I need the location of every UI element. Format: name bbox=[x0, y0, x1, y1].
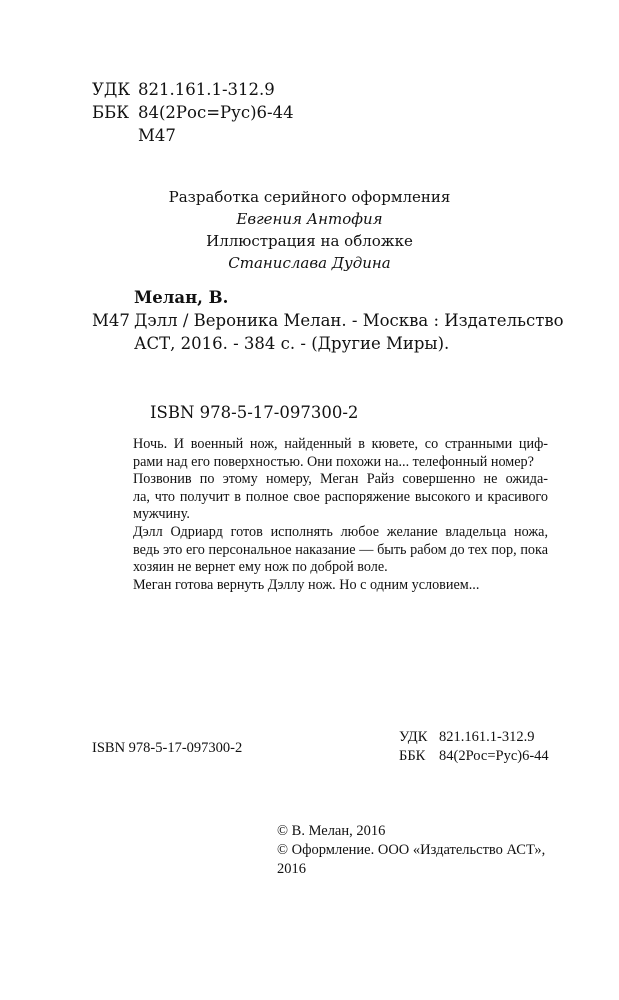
footer-udk-value: 821.161.1-312.9 bbox=[439, 729, 535, 745]
entry-line-1: Дэлл / Вероника Мелан. - Москва : Издательство bbox=[134, 311, 564, 330]
copyright-author: © В. Мелан, 2016 bbox=[277, 823, 386, 839]
udk-label: УДК bbox=[92, 80, 131, 99]
classification-block bbox=[92, 78, 294, 147]
annotation-line: мужчину. bbox=[133, 506, 190, 523]
annotation-line: Дэлл Одриард готов исполнять любое желание владельца ножа, bbox=[133, 523, 548, 540]
credits-block bbox=[0, 186, 619, 274]
footer-bbk-value: 84(2Рос=Рус)6-44 bbox=[439, 748, 549, 764]
entry-row-1 bbox=[92, 309, 564, 332]
udk-row bbox=[92, 78, 294, 101]
entry-indent bbox=[92, 332, 134, 355]
footer-udk-row bbox=[399, 728, 549, 747]
isbn-main: ISBN 978-5-17-097300-2 bbox=[150, 403, 359, 422]
footer-isbn: ISBN 978-5-17-097300-2 bbox=[92, 740, 243, 756]
copyright-block bbox=[277, 822, 545, 879]
author-code: М47 bbox=[138, 126, 176, 145]
footer-bbk-row bbox=[399, 747, 549, 766]
udk-value: 821.161.1-312.9 bbox=[138, 80, 275, 99]
copyright-year: 2016 bbox=[277, 861, 306, 877]
annotation-line: ла, что получит в полное свое распоряжение высокого и красивого bbox=[133, 488, 548, 505]
entry-author: Мелан, В. bbox=[134, 288, 229, 307]
annotation-line: хозяин не вернет ему нож по доброй воле. bbox=[133, 559, 388, 576]
annotation-line: ведь это его персональное наказание — быть рабом до тех пор, пока bbox=[133, 541, 548, 558]
copyright-design: © Оформление. ООО «Издательство АСТ», bbox=[277, 842, 546, 858]
annotation bbox=[133, 436, 548, 594]
footer-classification bbox=[399, 728, 549, 766]
annotation-line: Ночь. И военный нож, найденный в кювете, со странными циф- bbox=[133, 436, 548, 452]
bbk-row bbox=[92, 101, 294, 124]
entry-code: М47 bbox=[92, 311, 130, 330]
bibliographic-entry bbox=[92, 286, 564, 355]
entry-row-2 bbox=[92, 332, 564, 355]
illustration-name: Станислава Дудина bbox=[228, 254, 391, 272]
illustration-label: Иллюстрация на обложке bbox=[206, 232, 413, 250]
bbk-label: ББК bbox=[92, 103, 130, 122]
footer-bbk-label: ББК bbox=[399, 748, 426, 764]
entry-line-2: АСТ, 2016. - 384 с. - (Другие Миры). bbox=[134, 334, 450, 353]
annotation-line: Позвонив по этому номеру, Меган Райз совершенно не ожида- bbox=[133, 471, 548, 488]
footer-udk-label: УДК bbox=[399, 729, 428, 745]
bbk-value: 84(2Рос=Рус)6-44 bbox=[138, 103, 294, 122]
annotation-line: Меган готова вернуть Дэллу нож. Но с одним условием... bbox=[133, 576, 480, 593]
design-name: Евгения Антофия bbox=[236, 210, 383, 228]
annotation-line: рами над его поверхностью. Они похожи на... телефонный номер? bbox=[133, 453, 534, 470]
design-label: Разработка серийного оформления bbox=[168, 188, 451, 206]
